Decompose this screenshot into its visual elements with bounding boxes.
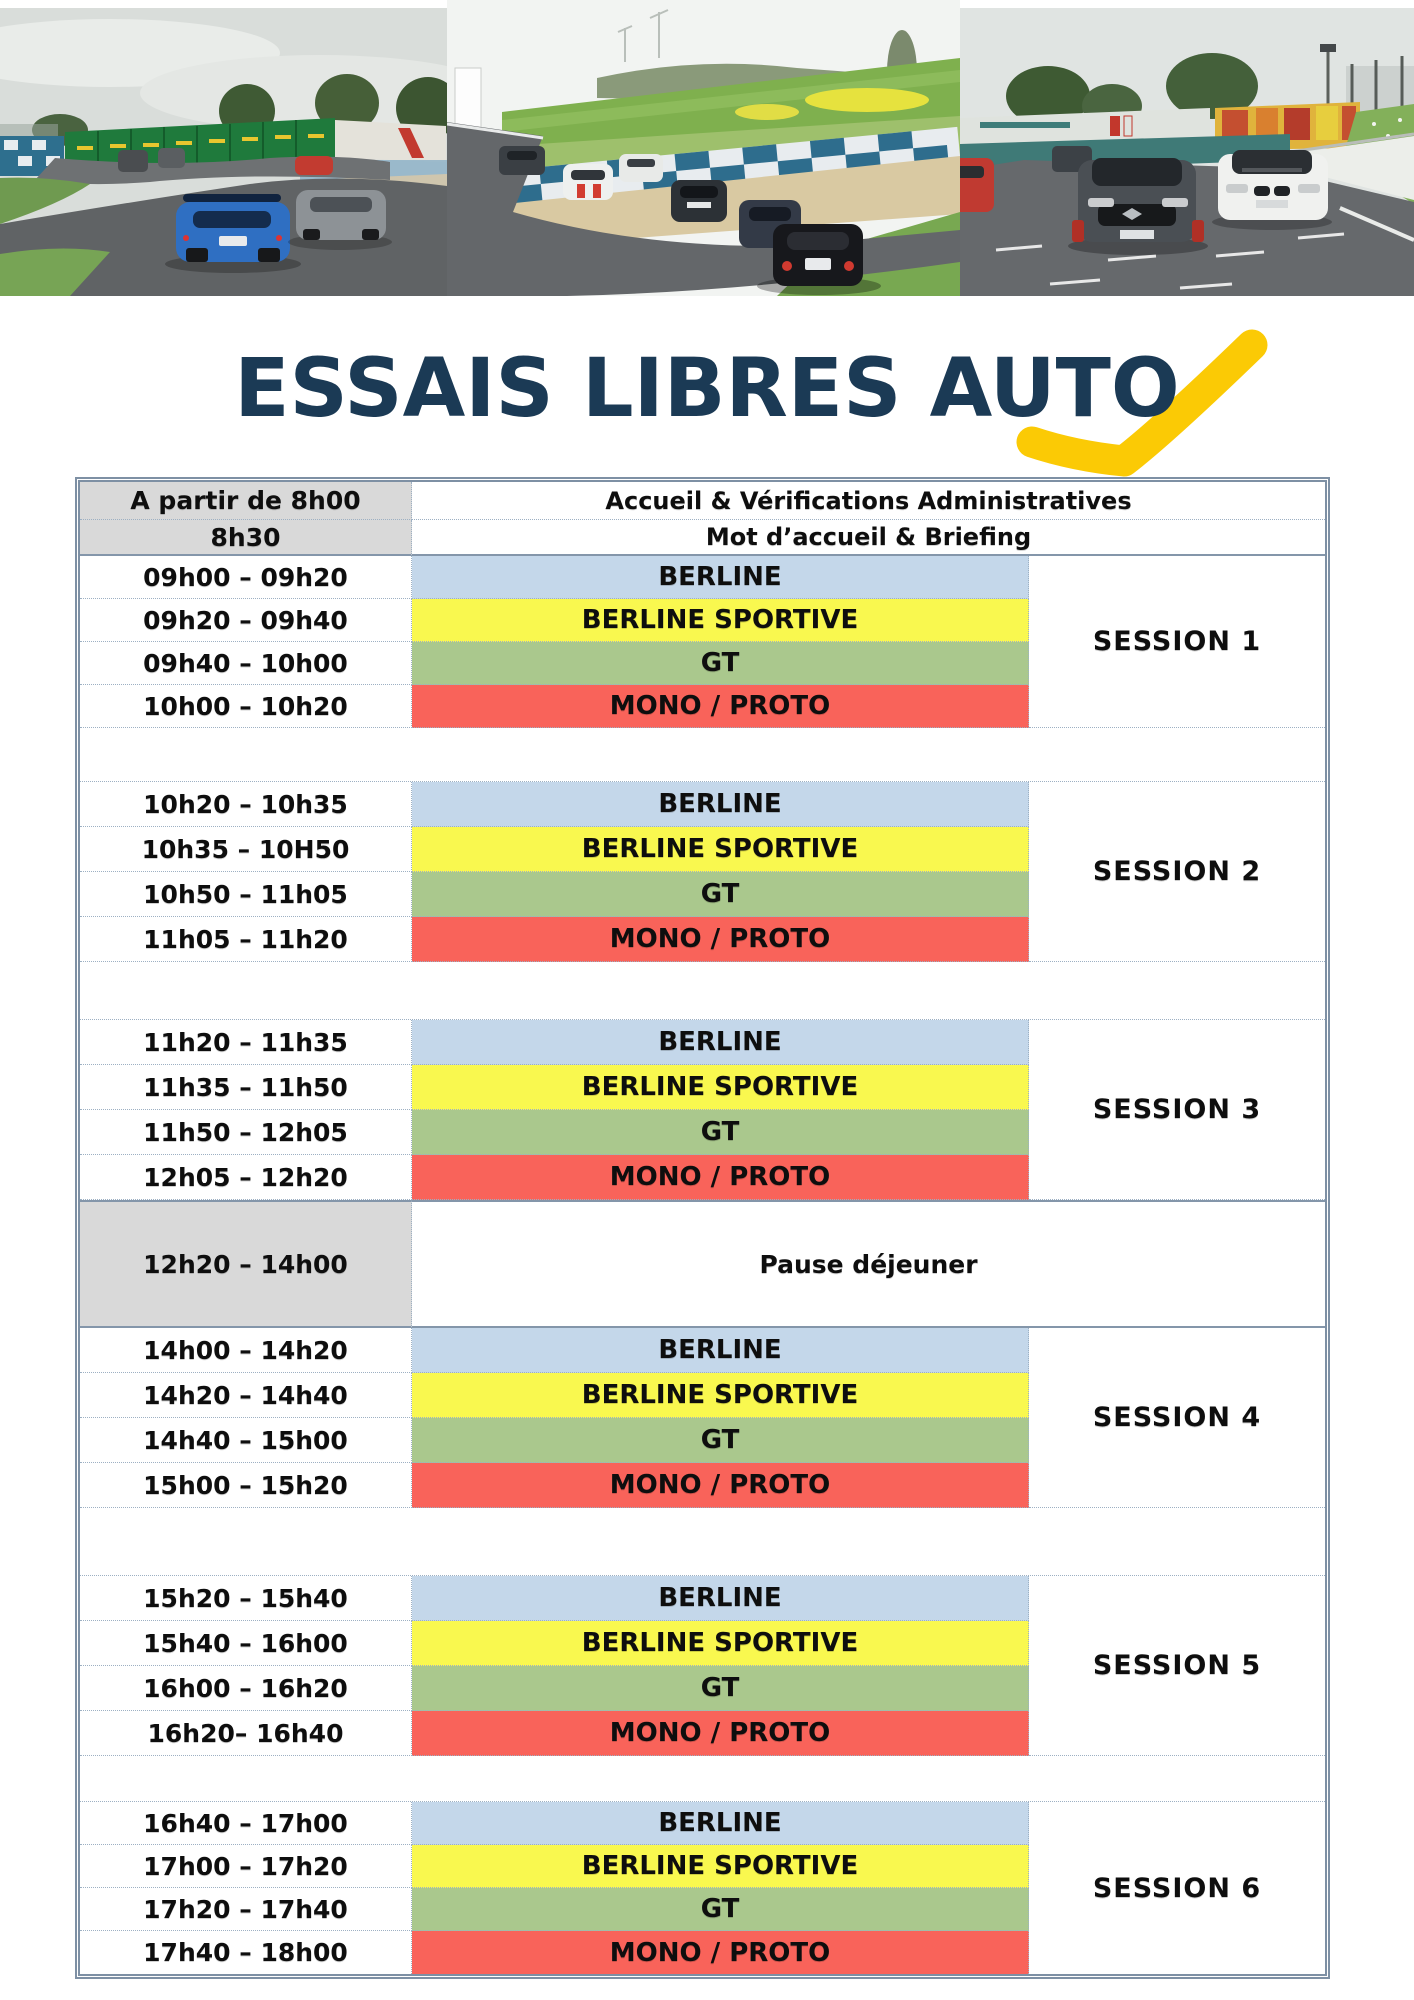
slot-time: 10h00 – 10h20 bbox=[80, 685, 412, 728]
grey-coupe bbox=[288, 190, 392, 250]
slot-time: 15h20 – 15h40 bbox=[80, 1576, 412, 1621]
spacer-row bbox=[80, 1756, 1325, 1802]
intro-time: 8h30 bbox=[80, 520, 412, 556]
slot-time: 15h00 – 15h20 bbox=[80, 1463, 412, 1508]
slot-category: BERLINE bbox=[412, 1802, 1029, 1845]
track-photo-left bbox=[0, 8, 447, 296]
slot-category: MONO / PROTO bbox=[412, 917, 1029, 962]
intro-label: Mot d’accueil & Briefing bbox=[412, 520, 1325, 556]
slot-time: 09h20 – 09h40 bbox=[80, 599, 412, 642]
slot-category: BERLINE bbox=[412, 1020, 1029, 1065]
slot-category: MONO / PROTO bbox=[412, 1155, 1029, 1200]
slot-time: 10h20 – 10h35 bbox=[80, 782, 412, 827]
slot-time: 11h35 – 11h50 bbox=[80, 1065, 412, 1110]
pause-label: Pause déjeuner bbox=[412, 1200, 1325, 1328]
session-label: SESSION 2 bbox=[1029, 782, 1325, 962]
slot-category: MONO / PROTO bbox=[412, 1711, 1029, 1756]
slot-time: 12h05 – 12h20 bbox=[80, 1155, 412, 1200]
intro-label: Accueil & Vérifications Administratives bbox=[412, 482, 1325, 520]
session-label: SESSION 4 bbox=[1029, 1328, 1325, 1508]
slot-time: 17h20 – 17h40 bbox=[80, 1888, 412, 1931]
flower-patch bbox=[735, 104, 799, 120]
slot-category: MONO / PROTO bbox=[412, 1931, 1029, 1974]
white-bmw bbox=[1212, 150, 1332, 230]
slot-category: BERLINE SPORTIVE bbox=[412, 1065, 1029, 1110]
slot-time: 10h50 – 11h05 bbox=[80, 872, 412, 917]
slot-category: GT bbox=[412, 872, 1029, 917]
slot-time: 09h00 – 09h20 bbox=[80, 556, 412, 599]
slot-category: GT bbox=[412, 1110, 1029, 1155]
sign-board bbox=[455, 68, 481, 130]
slot-time: 14h20 – 14h40 bbox=[80, 1373, 412, 1418]
spacer-row bbox=[80, 962, 1325, 1020]
slot-time: 09h40 – 10h00 bbox=[80, 642, 412, 685]
slot-category: BERLINE SPORTIVE bbox=[412, 599, 1029, 642]
page-title: ESSAIS LIBRES AUTO bbox=[234, 342, 1180, 436]
slot-category: BERLINE bbox=[412, 782, 1029, 827]
dark-hatchback bbox=[1068, 158, 1208, 255]
slot-category: GT bbox=[412, 1666, 1029, 1711]
slot-category: BERLINE SPORTIVE bbox=[412, 827, 1029, 872]
session-label: SESSION 5 bbox=[1029, 1576, 1325, 1756]
slot-time: 14h40 – 15h00 bbox=[80, 1418, 412, 1463]
slot-category: BERLINE bbox=[412, 1576, 1029, 1621]
slot-category: BERLINE SPORTIVE bbox=[412, 1621, 1029, 1666]
slot-category: BERLINE bbox=[412, 1328, 1029, 1373]
slot-category: BERLINE SPORTIVE bbox=[412, 1373, 1029, 1418]
blue-sports-car bbox=[165, 194, 301, 273]
slot-category: MONO / PROTO bbox=[412, 685, 1029, 728]
intro-time: A partir de 8h00 bbox=[80, 482, 412, 520]
slot-time: 17h00 – 17h20 bbox=[80, 1845, 412, 1888]
pause-time: 12h20 – 14h00 bbox=[80, 1200, 412, 1328]
slot-time: 17h40 – 18h00 bbox=[80, 1931, 412, 1974]
slot-time: 11h20 – 11h35 bbox=[80, 1020, 412, 1065]
flower-patch bbox=[805, 88, 929, 112]
slot-time: 11h50 – 12h05 bbox=[80, 1110, 412, 1155]
spacer-row bbox=[80, 1508, 1325, 1576]
slot-time: 16h00 – 16h20 bbox=[80, 1666, 412, 1711]
red-car-edge bbox=[960, 158, 994, 212]
session-label: SESSION 6 bbox=[1092, 1872, 1262, 1904]
track-photo-center bbox=[447, 0, 960, 296]
spacer-row bbox=[80, 728, 1325, 782]
slot-time: 16h40 – 17h00 bbox=[80, 1802, 412, 1845]
slot-time: 16h20– 16h40 bbox=[80, 1711, 412, 1756]
schedule-table bbox=[75, 477, 1330, 1979]
track-photo-right bbox=[960, 8, 1414, 296]
slot-time: 14h00 – 14h20 bbox=[80, 1328, 412, 1373]
slot-time: 11h05 – 11h20 bbox=[80, 917, 412, 962]
slot-category: GT bbox=[412, 1418, 1029, 1463]
session-label: SESSION 3 bbox=[1029, 1020, 1325, 1200]
session-label: SESSION 1 bbox=[1029, 556, 1325, 728]
slot-category: GT bbox=[412, 1888, 1029, 1931]
slot-category: BERLINE SPORTIVE bbox=[412, 1845, 1029, 1888]
slot-time: 10h35 – 10H50 bbox=[80, 827, 412, 872]
wall bbox=[335, 120, 446, 162]
slot-time: 15h40 – 16h00 bbox=[80, 1621, 412, 1666]
slot-category: GT bbox=[412, 642, 1029, 685]
slot-category: BERLINE bbox=[412, 556, 1029, 599]
slot-category: MONO / PROTO bbox=[412, 1463, 1029, 1508]
